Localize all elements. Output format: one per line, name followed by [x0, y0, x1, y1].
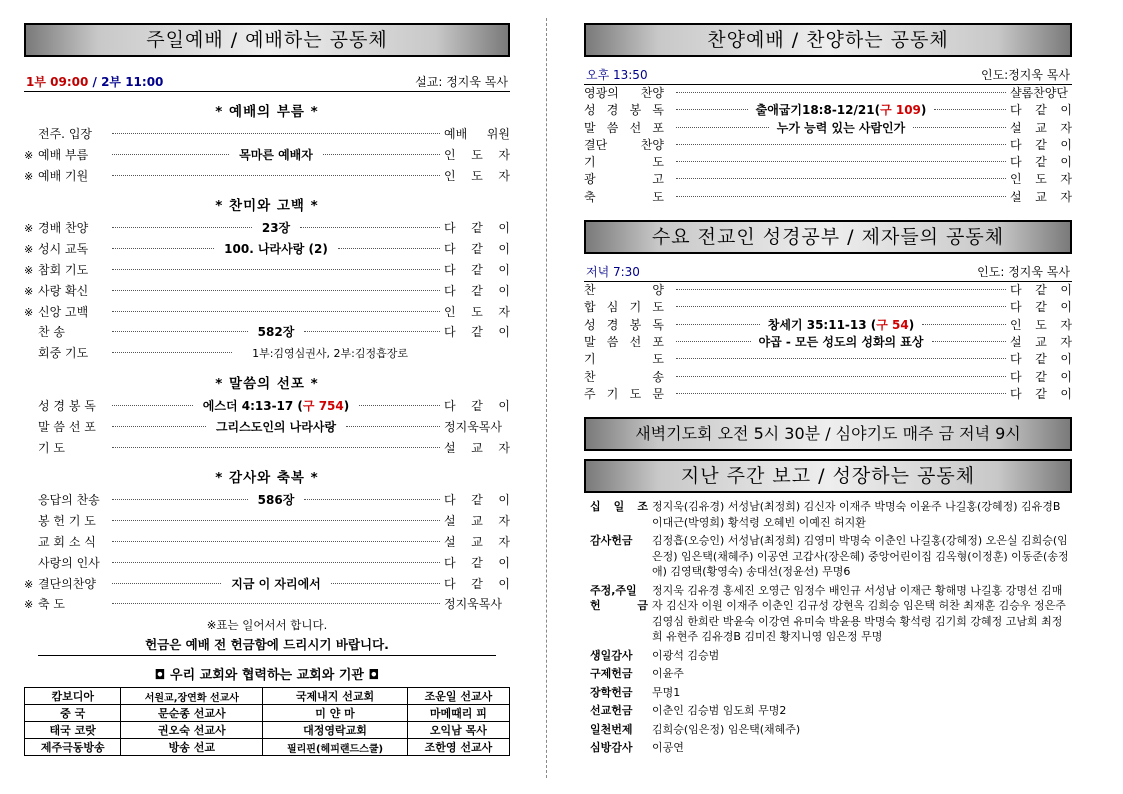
item-leader: 인 도 자	[444, 304, 510, 319]
item-label: 응답의 찬송	[38, 493, 100, 508]
report-entry	[590, 666, 1072, 682]
item-label: 신앙 고백	[38, 304, 89, 319]
item-label: 말 씀 선 포	[584, 120, 664, 135]
service-item	[584, 334, 1072, 351]
stand-mark: ※	[24, 169, 34, 183]
dot-leader	[112, 269, 440, 270]
report-label: 일천번제	[590, 722, 633, 736]
stand-mark: ※	[24, 284, 34, 298]
item-leader: 다 같 이	[1010, 155, 1072, 170]
report-label: 십 일 조	[590, 500, 648, 514]
item-label: 봉 헌 기 도	[38, 514, 96, 529]
service-item	[584, 85, 1072, 102]
item-leader: 정지욱목사	[444, 419, 502, 434]
praise-time: 오후 13:50	[586, 68, 648, 82]
item-content	[210, 417, 342, 438]
section-title: * 말씀의 선포 *	[215, 375, 319, 392]
partner-cell: 조운일 선교사	[407, 688, 509, 705]
item-content	[225, 574, 327, 595]
preacher: 설교: 정지욱 목사	[415, 75, 508, 89]
report-names: 이윤주	[652, 667, 684, 681]
worship-item	[24, 594, 510, 615]
report-names: 정지욱 김유경 홍세진 오영근 임정수 배인규 서성남 이재근 황해명 나길홍 강명선 김매자 김신자 이원 이재주 이춘인 김규성 강현옥 김희승 임은택 허찬 최재훈 김승우 정은주 김영심 한희란 박윤숙 이강연 유미숙 박윤용 박명숙 황석령 김기희 강혜정 고남희 최정희 유현주 김유경B 김미진 황지니영 임은정 무명	[652, 583, 1066, 644]
dot-leader	[676, 92, 1006, 93]
partner-cell: 필리핀(헤피랜드스쿨)	[263, 739, 408, 756]
item-content	[773, 120, 909, 137]
item-label: 성시 교독	[38, 242, 89, 257]
dot-leader	[932, 341, 1007, 342]
item-leader: 설 교 자	[444, 534, 510, 549]
partner-cell: 대정영락교회	[263, 722, 408, 739]
worship-item	[24, 124, 510, 145]
report-names: 이광석 김승범	[652, 648, 720, 662]
wednesday-order	[584, 282, 1072, 403]
item-leader: 1부:김영심권사, 2부:김정흡장로	[252, 347, 408, 361]
report-entry	[590, 533, 1072, 580]
partner-cell: 문순종 선교사	[121, 705, 263, 722]
worship-item	[24, 302, 510, 323]
item-text-end: )	[920, 103, 927, 118]
item-leader: 샬롬찬양단	[1010, 86, 1068, 100]
item-text: 목마른 예배자	[239, 147, 313, 162]
item-leader: 설 교 자	[1010, 334, 1073, 349]
item-label: 예배 기원	[38, 168, 89, 183]
item-text-end: )	[908, 317, 915, 332]
report-entry	[590, 685, 1072, 701]
worship-item	[24, 553, 510, 574]
item-label: 합 심 기 도	[584, 300, 664, 315]
service-time-line	[26, 73, 163, 90]
worship-item	[24, 260, 510, 281]
item-leader: 다 같 이	[1010, 300, 1072, 315]
item-leader: 다 같 이	[1010, 386, 1072, 401]
service-item	[584, 386, 1072, 403]
worship-item	[24, 417, 510, 438]
dot-leader	[676, 178, 1006, 179]
dot-leader	[922, 324, 1006, 325]
item-text: 누가 능력 있는 사람인가	[776, 120, 906, 135]
report-entry	[590, 583, 1072, 645]
item-label: 경배 찬양	[38, 221, 89, 236]
item-label: 찬 송	[38, 325, 65, 340]
partner-cell: 마메때리 피	[407, 705, 509, 722]
item-content	[764, 317, 918, 334]
offering-notice: 헌금은 예배 전 헌금함에 드리시기 바랍니다.	[38, 635, 496, 656]
partner-cell: 서원교,장연화 선교사	[121, 688, 263, 705]
dot-leader	[676, 144, 1006, 145]
dot-leader	[676, 324, 760, 325]
stand-mark: ※	[24, 598, 34, 612]
item-text: 100. 나라사랑 (2)	[224, 242, 328, 257]
item-label: 전주. 입장	[38, 127, 92, 141]
item-leader: 정지욱목사	[444, 597, 502, 612]
dot-leader	[112, 603, 440, 604]
item-leader: 다 같 이	[444, 242, 510, 257]
dot-leader	[359, 405, 440, 406]
second-service-time: 2부 11:00	[101, 75, 164, 89]
service-times	[24, 73, 510, 92]
dot-leader	[338, 248, 440, 249]
item-text: 582장	[257, 325, 295, 340]
item-leader: 다 같 이	[1010, 137, 1072, 152]
report-label: 심방감사	[590, 741, 633, 755]
praise-worship-banner: 찬양예배 / 찬양하는 공동체	[584, 23, 1072, 57]
partner-table	[24, 687, 510, 756]
partner-row	[25, 705, 510, 722]
partner-cell: 권오숙 선교사	[121, 722, 263, 739]
dot-leader	[300, 227, 440, 228]
report-label: 생일감사	[590, 648, 633, 662]
item-content	[218, 239, 334, 260]
item-text-end: )	[343, 398, 350, 413]
dot-leader	[676, 358, 1006, 359]
scripture-page: 구 754	[302, 398, 344, 413]
service-item	[584, 351, 1072, 368]
worship-item	[24, 532, 510, 553]
report-names: 이춘인 김승범 임도희 무명2	[652, 704, 787, 718]
item-text: 출애굽기18:8-12/21(	[755, 103, 881, 118]
dot-leader	[112, 133, 440, 134]
item-content	[233, 145, 319, 166]
first-service-time: 1부 09:00	[26, 75, 89, 89]
item-content	[197, 396, 355, 417]
item-label: 말 씀 선 포	[584, 334, 664, 349]
report-label: 구제헌금	[590, 667, 633, 681]
item-leader: 다 같 이	[1010, 103, 1072, 118]
dot-leader	[913, 127, 1006, 128]
dot-leader	[112, 352, 232, 353]
item-leader: 다 같 이	[444, 555, 510, 570]
item-text: 지금 이 자리에서	[231, 576, 321, 591]
dot-leader	[112, 426, 206, 427]
item-content	[256, 218, 296, 239]
report-label: 감사헌금	[590, 534, 633, 548]
worship-item	[24, 281, 510, 302]
dot-leader	[346, 426, 440, 427]
partner-cell: 국제내지 선교회	[263, 688, 408, 705]
item-label: 결단의찬양	[38, 576, 96, 591]
item-label: 축 도	[584, 189, 664, 204]
partner-title: ◘ 우리 교회와 협력하는 교회와 기관 ◘	[154, 668, 380, 684]
time-separator: /	[88, 75, 102, 89]
item-label: 사랑 확신	[38, 283, 89, 298]
item-label: 결단 찬양	[584, 137, 664, 152]
report-names: 정지욱(김유경) 서성남(최정희) 김신자 이재주 박명숙 이윤주 나길홍(강혜정) 김유경B 이대근(박영희) 황석령 오혜빈 이예진 허지환	[652, 500, 1061, 529]
stand-mark: ※	[24, 222, 34, 236]
praise-leader: 인도:정지욱 목사	[980, 68, 1070, 82]
praise-order	[584, 85, 1072, 206]
item-leader: 다 같 이	[1010, 352, 1072, 367]
worship-item	[24, 438, 510, 459]
right-column	[584, 0, 1072, 759]
item-label: 회중 기도	[38, 346, 89, 361]
dot-leader	[112, 520, 440, 521]
item-label: 기 도	[584, 155, 664, 170]
wednesday-time: 저녁 7:30	[586, 265, 640, 280]
dot-leader	[676, 289, 1006, 290]
item-text: 586장	[257, 493, 295, 508]
item-leader: 인 도 자	[1010, 172, 1072, 187]
item-content	[252, 322, 301, 343]
dot-leader	[676, 127, 769, 128]
report-entry	[590, 499, 1072, 530]
item-text: 그리스도인의 나라사랑	[215, 419, 337, 434]
partner-cell: 방송 선교	[121, 739, 263, 756]
standing-note: ※표는 일어서서 합니다.	[206, 618, 328, 633]
item-leader: 다 같 이	[444, 221, 511, 236]
section-title: * 감사와 축복 *	[215, 470, 319, 487]
item-leader: 설 교 자	[1010, 120, 1072, 135]
wednesday-time-line	[584, 263, 1072, 282]
item-text: 에스더 4:13-17 (	[202, 398, 303, 413]
dot-leader	[676, 376, 1006, 377]
report-names: 김희승(임은정) 임은택(채혜주)	[652, 722, 801, 736]
item-label: 교 회 소 식	[38, 534, 96, 549]
prayer-meeting-banner: 새벽기도회 오전 5시 30분 / 심야기도 매주 금 저녁 9시	[584, 417, 1072, 451]
item-leader: 예배 위원	[444, 127, 510, 141]
dot-leader	[676, 161, 1006, 162]
service-item	[584, 137, 1072, 154]
dot-leader	[676, 196, 1006, 197]
partner-row	[25, 688, 510, 705]
wednesday-leader: 인도: 정지욱 목사	[977, 265, 1070, 280]
dot-leader	[676, 341, 751, 342]
item-leader: 다 같 이	[444, 262, 510, 277]
report-entry	[590, 648, 1072, 664]
section-title: * 찬미와 고백 *	[215, 198, 319, 215]
worship-item	[24, 322, 510, 343]
item-label: 성 경 봉 독	[584, 317, 664, 332]
worship-item	[24, 490, 510, 511]
dot-leader	[323, 154, 440, 155]
dot-leader	[112, 405, 193, 406]
dot-leader	[112, 499, 248, 500]
dot-leader	[112, 311, 440, 312]
item-label: 예배 부름	[38, 147, 89, 162]
item-label: 참회 기도	[38, 262, 89, 277]
dot-leader	[112, 154, 229, 155]
sunday-worship-banner: 주일예배 / 예배하는 공동체	[24, 23, 510, 57]
partner-cell: 제주극동방송	[25, 739, 121, 756]
worship-item	[24, 218, 510, 239]
worship-item	[24, 574, 510, 595]
worship-item	[24, 239, 510, 260]
worship-item	[24, 343, 510, 364]
partner-row	[25, 739, 510, 756]
scripture-page: 구 109	[880, 103, 921, 118]
report-entry	[590, 703, 1072, 719]
service-item	[584, 282, 1072, 299]
service-item	[584, 102, 1072, 119]
item-label: 성 경 봉 독	[584, 103, 664, 118]
dot-leader	[304, 331, 440, 332]
weekly-report-banner: 지난 주간 보고 / 성장하는 공동체	[584, 459, 1072, 493]
service-item	[584, 369, 1072, 386]
dot-leader	[934, 109, 1006, 110]
dot-leader	[112, 562, 440, 563]
service-item	[584, 171, 1072, 188]
item-label: 기 도	[38, 440, 65, 455]
report-names: 무명1	[652, 685, 681, 699]
item-leader: 다 같 이	[1010, 283, 1072, 298]
stand-mark: ※	[24, 243, 34, 257]
item-content	[752, 102, 931, 119]
report-label: 선교헌금	[590, 704, 633, 718]
item-leader: 다 같 이	[1010, 369, 1072, 384]
report-entry	[590, 722, 1072, 738]
service-item	[584, 120, 1072, 137]
order-of-worship	[24, 100, 510, 615]
dot-leader	[112, 447, 440, 448]
item-leader: 인 도 자	[444, 168, 510, 183]
item-leader: 설 교 자	[1010, 189, 1072, 204]
item-label: 말 씀 선 포	[38, 419, 96, 434]
item-text: 야곱 - 모든 성도의 성화의 표상	[758, 334, 924, 349]
dot-leader	[112, 175, 440, 176]
item-text: 23장	[261, 221, 291, 236]
dot-leader	[304, 499, 440, 500]
wednesday-study-banner: 수요 전교인 성경공부 / 제자들의 공동체	[584, 220, 1072, 254]
praise-time-line	[584, 66, 1072, 85]
partner-cell: 캄보디아	[25, 688, 121, 705]
item-content	[755, 334, 928, 351]
service-item	[584, 189, 1072, 206]
item-leader: 다 같 이	[444, 325, 510, 340]
item-leader: 다 같 이	[444, 283, 510, 298]
dot-leader	[112, 331, 248, 332]
item-label: 주 기 도 문	[584, 386, 664, 401]
item-label: 찬 양	[584, 283, 664, 298]
page-divider	[546, 18, 547, 778]
report-names: 이공연	[652, 741, 684, 755]
service-item	[584, 299, 1072, 316]
dot-leader	[112, 227, 252, 228]
item-label: 축 도	[38, 597, 65, 612]
dot-leader	[331, 583, 440, 584]
report-label: 장학헌금	[590, 685, 633, 699]
worship-item	[24, 145, 510, 166]
item-label: 광 고	[584, 172, 664, 187]
dot-leader	[676, 109, 748, 110]
section-title: * 예배의 부름 *	[215, 104, 319, 120]
item-leader: 다 같 이	[444, 493, 510, 508]
dot-leader	[112, 541, 440, 542]
stand-mark: ※	[24, 263, 34, 277]
partner-row	[25, 722, 510, 739]
partner-cell: 미 얀 마	[263, 705, 408, 722]
report-label: 주정,주일 헌 금	[590, 583, 648, 613]
stand-mark: ※	[24, 577, 34, 591]
item-leader: 다 같 이	[444, 398, 510, 413]
item-text: 창세기 35:11-13 (	[767, 317, 877, 332]
item-label: 성 경 봉 독	[38, 398, 96, 413]
dot-leader	[112, 248, 214, 249]
scripture-page: 구 54	[876, 317, 909, 332]
worship-item	[24, 511, 510, 532]
item-label: 영광의 찬양	[584, 86, 664, 100]
partner-cell: 태국 코랏	[25, 722, 121, 739]
item-leader: 설 교 자	[444, 440, 510, 455]
item-label: 기 도	[584, 352, 664, 367]
item-leader: 인 도 자	[1010, 317, 1072, 332]
report-names: 김정흡(오승인) 서성남(최정희) 김영미 박명숙 이춘인 나길홍(강혜정) 오은실 김희승(임은정) 임은택(채혜주) 이공연 고갑사(장은혜) 중앙어린이집 김옥형(이정훈) 이동준(송정애) 김영택(황영숙) 송대선(정윤선) 무명6	[652, 534, 1069, 579]
report-entry	[590, 740, 1072, 756]
item-label: 찬 송	[584, 369, 664, 384]
worship-item	[24, 396, 510, 417]
left-column	[24, 0, 510, 756]
item-leader: 인 도 자	[444, 147, 511, 162]
worship-item	[24, 166, 510, 187]
service-item	[584, 317, 1072, 334]
stand-mark: ※	[24, 148, 34, 162]
item-leader: 다 같 이	[444, 576, 511, 591]
item-content	[252, 490, 301, 511]
partner-cell: 조한영 선교사	[407, 739, 509, 756]
weekly-report	[584, 499, 1072, 756]
service-item	[584, 154, 1072, 171]
partner-cell: 중 국	[25, 705, 121, 722]
dot-leader	[112, 290, 440, 291]
dot-leader	[676, 306, 1006, 307]
partner-cell: 오익남 목사	[407, 722, 509, 739]
dot-leader	[112, 583, 221, 584]
dot-leader	[676, 393, 1006, 394]
stand-mark: ※	[24, 305, 34, 319]
item-leader: 설 교 자	[444, 514, 510, 529]
item-label: 사랑의 인사	[38, 555, 100, 570]
